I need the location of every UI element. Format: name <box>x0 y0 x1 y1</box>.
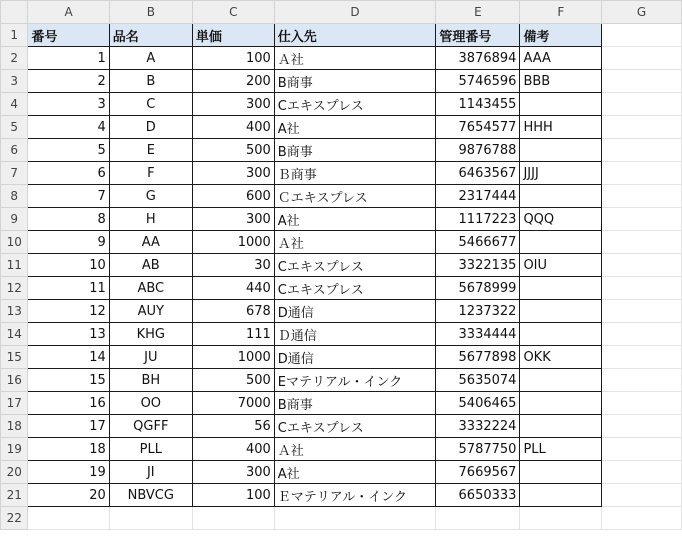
table-row <box>1 461 682 484</box>
empty-cell[interactable] <box>602 415 682 438</box>
empty-cell[interactable] <box>602 484 682 507</box>
empty-cell[interactable] <box>602 185 682 208</box>
table-row <box>1 47 682 70</box>
table-row <box>1 185 682 208</box>
cell-note[interactable]: OIU <box>520 254 602 277</box>
cell-supplier[interactable]: Cエキスプレス <box>274 415 436 438</box>
empty-cell[interactable] <box>602 116 682 139</box>
column-heading-f[interactable]: F <box>520 1 602 24</box>
table-row <box>1 116 682 139</box>
cell-note[interactable] <box>520 93 602 116</box>
cell-price[interactable]: 1000 <box>192 231 274 254</box>
column-headings <box>1 1 682 24</box>
table-row <box>1 484 682 507</box>
cell-supplier[interactable]: B商事 <box>274 139 436 162</box>
cell-item[interactable]: AUY <box>109 300 192 323</box>
cell-price[interactable]: 300 <box>192 93 274 116</box>
cell-price[interactable]: 56 <box>192 415 274 438</box>
cell-supplier[interactable]: Ｅマテリアル・インク <box>274 484 436 507</box>
table-row <box>1 162 682 185</box>
cell-supplier[interactable]: D通信 <box>274 300 436 323</box>
cell-code[interactable]: 1237322 <box>436 300 520 323</box>
header-cell-no[interactable]: 番号 <box>28 24 109 47</box>
cell-item[interactable]: B <box>109 70 192 93</box>
row-heading[interactable]: 9 <box>1 208 28 231</box>
cell-no[interactable]: 20 <box>28 484 109 507</box>
empty-cell[interactable] <box>602 507 682 530</box>
cell-note[interactable]: QQQ <box>520 208 602 231</box>
empty-cell[interactable] <box>602 369 682 392</box>
cell-price[interactable]: 30 <box>192 254 274 277</box>
row-heading[interactable]: 5 <box>1 116 28 139</box>
row-heading[interactable]: 11 <box>1 254 28 277</box>
cell-item[interactable]: JU <box>109 346 192 369</box>
empty-cell[interactable] <box>602 231 682 254</box>
cell-price[interactable]: 440 <box>192 277 274 300</box>
cell-supplier[interactable]: D通信 <box>274 346 436 369</box>
cell-code[interactable]: 7654577 <box>436 116 520 139</box>
cell-supplier[interactable]: A社 <box>274 208 436 231</box>
cell-no[interactable]: 7 <box>28 185 109 208</box>
cell-supplier[interactable]: Cエキスプレス <box>274 277 436 300</box>
cell-note[interactable] <box>520 277 602 300</box>
header-cell-item[interactable]: 品名 <box>109 24 192 47</box>
column-heading-b[interactable]: B <box>109 1 192 24</box>
cell-no[interactable]: 5 <box>28 139 109 162</box>
row-heading[interactable]: 7 <box>1 162 28 185</box>
cell-item[interactable]: D <box>109 116 192 139</box>
cell-supplier[interactable]: Ａ社 <box>274 47 436 70</box>
table-row <box>1 415 682 438</box>
cell-supplier[interactable]: B商事 <box>274 70 436 93</box>
table-row <box>1 438 682 461</box>
cell-price[interactable]: 200 <box>192 70 274 93</box>
row-heading[interactable]: 10 <box>1 231 28 254</box>
cell-item[interactable]: QGFF <box>109 415 192 438</box>
empty-cell[interactable] <box>602 438 682 461</box>
cell-code[interactable]: 6650333 <box>436 484 520 507</box>
cell-code[interactable]: 5677898 <box>436 346 520 369</box>
cell-item[interactable]: PLL <box>109 438 192 461</box>
cell-code[interactable]: 9876788 <box>436 139 520 162</box>
cell-item[interactable]: A <box>109 47 192 70</box>
empty-cell[interactable] <box>602 162 682 185</box>
cell-price[interactable]: 7000 <box>192 392 274 415</box>
cell-supplier[interactable]: B商事 <box>274 392 436 415</box>
cell-no[interactable]: 19 <box>28 461 109 484</box>
blank-row <box>1 507 682 530</box>
table-row <box>1 208 682 231</box>
empty-cell[interactable] <box>274 507 436 530</box>
empty-cell[interactable] <box>602 208 682 231</box>
cell-price[interactable]: 1000 <box>192 346 274 369</box>
cell-supplier[interactable]: Cエキスプレス <box>274 93 436 116</box>
row-heading[interactable]: 22 <box>1 507 28 530</box>
empty-cell[interactable] <box>602 323 682 346</box>
cell-supplier[interactable]: Ｄ通信 <box>274 323 436 346</box>
cell-price[interactable]: 400 <box>192 116 274 139</box>
row-heading[interactable]: 21 <box>1 484 28 507</box>
cell-price[interactable]: 300 <box>192 208 274 231</box>
column-heading-c[interactable]: C <box>192 1 274 24</box>
empty-cell[interactable] <box>109 507 192 530</box>
column-heading-d[interactable]: D <box>274 1 436 24</box>
cell-note[interactable] <box>520 139 602 162</box>
cell-code[interactable]: 6463567 <box>436 162 520 185</box>
empty-cell[interactable] <box>602 24 682 47</box>
table-row <box>1 70 682 93</box>
cell-supplier[interactable]: Ａ社 <box>274 231 436 254</box>
cell-code[interactable]: 5746596 <box>436 70 520 93</box>
row-heading[interactable]: 16 <box>1 369 28 392</box>
header-cell-supplier[interactable]: 仕入先 <box>274 24 436 47</box>
cell-no[interactable]: 15 <box>28 369 109 392</box>
cell-price[interactable]: 111 <box>192 323 274 346</box>
empty-cell[interactable] <box>192 507 274 530</box>
cell-code[interactable]: 5466677 <box>436 231 520 254</box>
cell-price[interactable]: 300 <box>192 461 274 484</box>
cell-no[interactable]: 14 <box>28 346 109 369</box>
cell-note[interactable] <box>520 392 602 415</box>
cell-code[interactable]: 5406465 <box>436 392 520 415</box>
header-row <box>1 24 682 47</box>
row-heading[interactable]: 12 <box>1 277 28 300</box>
cell-note[interactable] <box>520 484 602 507</box>
cell-note[interactable] <box>520 415 602 438</box>
table-row <box>1 323 682 346</box>
empty-cell[interactable] <box>602 392 682 415</box>
cell-item[interactable]: BH <box>109 369 192 392</box>
cell-no[interactable]: 12 <box>28 300 109 323</box>
empty-cell[interactable] <box>602 346 682 369</box>
cell-note[interactable]: AAA <box>520 47 602 70</box>
cell-note[interactable] <box>520 300 602 323</box>
cell-code[interactable]: 5635074 <box>436 369 520 392</box>
select-all-corner[interactable] <box>1 1 28 24</box>
table-row <box>1 392 682 415</box>
cell-supplier[interactable]: Ｂ商事 <box>274 162 436 185</box>
cell-price[interactable]: 678 <box>192 300 274 323</box>
cell-no[interactable]: 18 <box>28 438 109 461</box>
empty-cell[interactable] <box>602 300 682 323</box>
empty-cell[interactable] <box>602 70 682 93</box>
row-heading[interactable]: 2 <box>1 47 28 70</box>
header-cell-code[interactable]: 管理番号 <box>436 24 520 47</box>
cell-price[interactable]: 500 <box>192 369 274 392</box>
cell-code[interactable]: 5678999 <box>436 277 520 300</box>
cell-no[interactable]: 3 <box>28 93 109 116</box>
row-heading[interactable]: 13 <box>1 300 28 323</box>
empty-cell[interactable] <box>436 507 520 530</box>
cell-item[interactable]: G <box>109 185 192 208</box>
cell-code[interactable]: 3876894 <box>436 47 520 70</box>
row-heading[interactable]: 14 <box>1 323 28 346</box>
cell-note[interactable] <box>520 461 602 484</box>
empty-cell[interactable] <box>602 277 682 300</box>
cell-item[interactable]: OO <box>109 392 192 415</box>
table-row <box>1 369 682 392</box>
cell-no[interactable]: 9 <box>28 231 109 254</box>
cell-price[interactable]: 300 <box>192 162 274 185</box>
row-heading[interactable]: 6 <box>1 139 28 162</box>
row-heading[interactable]: 18 <box>1 415 28 438</box>
empty-cell[interactable] <box>602 254 682 277</box>
header-cell-price[interactable]: 単価 <box>192 24 274 47</box>
column-heading-e[interactable]: E <box>436 1 520 24</box>
empty-cell[interactable] <box>602 47 682 70</box>
row-heading[interactable]: 19 <box>1 438 28 461</box>
cell-code[interactable]: 2317444 <box>436 185 520 208</box>
cell-no[interactable]: 11 <box>28 277 109 300</box>
cell-item[interactable]: E <box>109 139 192 162</box>
cell-code[interactable]: 7669567 <box>436 461 520 484</box>
cell-note[interactable] <box>520 323 602 346</box>
table-row <box>1 231 682 254</box>
cell-item[interactable]: ABC <box>109 277 192 300</box>
cell-no[interactable]: 16 <box>28 392 109 415</box>
cell-item[interactable]: AB <box>109 254 192 277</box>
header-cell-note[interactable]: 備考 <box>520 24 602 47</box>
row-heading[interactable]: 3 <box>1 70 28 93</box>
cell-note[interactable]: PLL <box>520 438 602 461</box>
row-heading[interactable]: 17 <box>1 392 28 415</box>
row-heading[interactable]: 20 <box>1 461 28 484</box>
cell-item[interactable]: F <box>109 162 192 185</box>
cell-note[interactable]: JJJJ <box>520 162 602 185</box>
cell-no[interactable]: 4 <box>28 116 109 139</box>
empty-cell[interactable] <box>602 93 682 116</box>
cell-note[interactable]: HHH <box>520 116 602 139</box>
empty-cell[interactable] <box>602 461 682 484</box>
cell-note[interactable] <box>520 369 602 392</box>
row-heading[interactable]: 1 <box>1 24 28 47</box>
column-heading-a[interactable]: A <box>28 1 109 24</box>
column-heading-g[interactable]: G <box>602 1 682 24</box>
cell-price[interactable]: 500 <box>192 139 274 162</box>
cell-item[interactable]: KHG <box>109 323 192 346</box>
row-heading[interactable]: 8 <box>1 185 28 208</box>
cell-code[interactable]: 3334444 <box>436 323 520 346</box>
cell-item[interactable]: AA <box>109 231 192 254</box>
cell-supplier[interactable]: Ａ社 <box>274 438 436 461</box>
table-row <box>1 346 682 369</box>
cell-note[interactable] <box>520 185 602 208</box>
cell-price[interactable]: 100 <box>192 47 274 70</box>
cell-no[interactable]: 2 <box>28 70 109 93</box>
cell-price[interactable]: 600 <box>192 185 274 208</box>
cell-supplier[interactable]: A社 <box>274 116 436 139</box>
row-heading[interactable]: 15 <box>1 346 28 369</box>
cell-no[interactable]: 17 <box>28 415 109 438</box>
cell-item[interactable]: H <box>109 208 192 231</box>
cell-no[interactable]: 13 <box>28 323 109 346</box>
cell-supplier[interactable]: A社 <box>274 461 436 484</box>
cell-supplier[interactable]: Cエキスプレス <box>274 254 436 277</box>
cell-note[interactable]: OKK <box>520 346 602 369</box>
cell-price[interactable]: 100 <box>192 484 274 507</box>
cell-code[interactable]: 3332224 <box>436 415 520 438</box>
table-row <box>1 277 682 300</box>
cell-item[interactable]: NBVCG <box>109 484 192 507</box>
cell-note[interactable] <box>520 231 602 254</box>
cell-no[interactable]: 10 <box>28 254 109 277</box>
cell-code[interactable]: 1143455 <box>436 93 520 116</box>
cell-code[interactable]: 3322135 <box>436 254 520 277</box>
cell-no[interactable]: 1 <box>28 47 109 70</box>
row-heading[interactable]: 4 <box>1 93 28 116</box>
cell-supplier[interactable]: Eマテリアル・インク <box>274 369 436 392</box>
table-row <box>1 254 682 277</box>
cell-note[interactable]: BBB <box>520 70 602 93</box>
table-row <box>1 300 682 323</box>
cell-no[interactable]: 8 <box>28 208 109 231</box>
cell-supplier[interactable]: Ｃエキスプレス <box>274 185 436 208</box>
table-row <box>1 93 682 116</box>
cell-code[interactable]: 5787750 <box>436 438 520 461</box>
cell-no[interactable]: 6 <box>28 162 109 185</box>
empty-cell[interactable] <box>520 507 602 530</box>
cell-price[interactable]: 400 <box>192 438 274 461</box>
cell-item[interactable]: C <box>109 93 192 116</box>
empty-cell[interactable] <box>602 139 682 162</box>
table-row <box>1 139 682 162</box>
cell-code[interactable]: 1117223 <box>436 208 520 231</box>
empty-cell[interactable] <box>28 507 109 530</box>
cell-item[interactable]: JI <box>109 461 192 484</box>
